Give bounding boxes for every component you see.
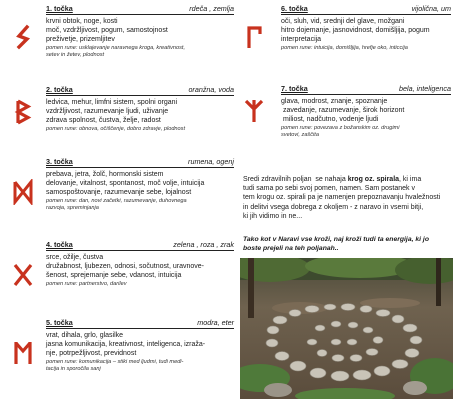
point-4 bbox=[12, 240, 234, 306]
circle-spiral-highlight: krog oz. spirala bbox=[347, 176, 400, 183]
rune-meaning: pomen rune: povezava z božanskim oz. drugimi svetovi, zaščita bbox=[281, 125, 400, 138]
rune-gebo-icon bbox=[12, 262, 34, 288]
point-number: 5. točka bbox=[46, 318, 73, 327]
rune-dagaz-icon bbox=[12, 179, 34, 205]
rune-meaning: pomen rune: dan, novi začetki, razumevanje, duhovnega razvoja, spreminjanja bbox=[46, 198, 187, 211]
point-tag: oranžna, voda bbox=[188, 85, 234, 94]
point-number: 1. točka bbox=[46, 4, 73, 13]
stone-circle-image bbox=[240, 258, 453, 399]
stone-circle-photo bbox=[240, 258, 453, 399]
rune-meaning: pomen rune: usklajevanje naravnega kroga, kreativnost, setev in žetev, plodnost bbox=[46, 45, 185, 58]
point-tag: zelena , roza , zrak bbox=[173, 240, 234, 249]
rune-kaunan-icon bbox=[243, 24, 265, 50]
quote-text: Tako kot v Naravi vse kroži, naj kroži tudi ta energija, ki jo boste prejeli na teh poljanah.. bbox=[243, 236, 429, 252]
point-lines: oči, sluh, vid, srednji del glave, možgani hitro dojemanje, jasnovidnost, domišljija, pogum interpretacija bbox=[281, 18, 430, 43]
point-number: 3. točka bbox=[46, 157, 73, 166]
point-tag: rdeča , zemlja bbox=[189, 4, 234, 13]
point-number: 6. točka bbox=[281, 4, 308, 13]
point-number: 4. točka bbox=[46, 240, 73, 249]
point-2 bbox=[12, 85, 234, 151]
point-1 bbox=[12, 4, 234, 76]
point-lines: krvni obtok, noge, kosti moč, vzdržljivost, pogum, samostojnost preživetje, prizemljitev bbox=[46, 18, 168, 43]
rune-ehwaz-icon bbox=[12, 340, 34, 366]
point-7 bbox=[243, 84, 451, 154]
rune-algiz-icon bbox=[243, 98, 265, 124]
point-tag: bela, inteligenca bbox=[399, 84, 451, 93]
rune-meaning: pomen rune: komunikacija – stiki med ljudmi, tudi medi- tacija in sporočila sanj bbox=[46, 359, 184, 372]
rune-sowilo-icon bbox=[12, 24, 34, 50]
rune-berkano-icon bbox=[12, 99, 34, 125]
point-lines: srce, ožilje, čustva družabnost, ljubezen, odnosi, sočutnost, uravnove- šenost, sprejemanje sebe, vdanost, intuicija bbox=[46, 254, 204, 279]
point-6 bbox=[243, 4, 451, 66]
rune-meaning: pomen rune: obnova, očiščenje, dobro zdravje, plodnost bbox=[46, 126, 185, 132]
point-number: 2. točka bbox=[46, 85, 73, 94]
point-tag: rumena, ogenj bbox=[188, 157, 234, 166]
point-3 bbox=[12, 157, 234, 232]
point-lines: prebava, jetra, žolč, hormonski sistem delovanje, vitalnost, spontanost, moč volje, intuicija samospoštovanje, razumevanje sebe, lojalnost bbox=[46, 171, 205, 196]
point-lines: glava, modrost, znanje, spoznanje zavedanje, razumevanje, širok horizont miliost, nadčutno, vodenje ljudi bbox=[281, 98, 405, 123]
intro-paragraph: Sredi zdravilnih poljan se nahaja krog oz. spirala, ki ima tudi sama po sebi svoj pomen, namen. Sam postanek v tem krogu oz. spirali pa je namenjen prepoznavanju hvaležnosti in delitvi vsega dobrega z okoljem - z naravo in vsemi bitji, ki jih vidimo in ne... bbox=[243, 176, 441, 220]
point-lines: vrat, dihala, grlo, glasilke jasna komunikacija, kreativnost, inteligenca, izraža- nje, potrpežljivost, previdnost bbox=[46, 332, 206, 357]
point-number: 7. točka bbox=[281, 84, 308, 93]
rune-meaning: pomen rune: intuicija, domišljija, hrefje oko, inticcija bbox=[281, 45, 408, 51]
rune-meaning: pomen rune: partnerstvo, darilev bbox=[46, 281, 127, 287]
point-tag: vijolična, um bbox=[411, 4, 451, 13]
point-tag: modra, eter bbox=[197, 318, 234, 327]
point-lines: ledvica, mehur, limfni sistem, spolni organi vzdržljivost, razumevanje ljudi, uživanje zdrava spolnost, čustva, želje, radost bbox=[46, 99, 178, 124]
point-5 bbox=[12, 318, 234, 394]
